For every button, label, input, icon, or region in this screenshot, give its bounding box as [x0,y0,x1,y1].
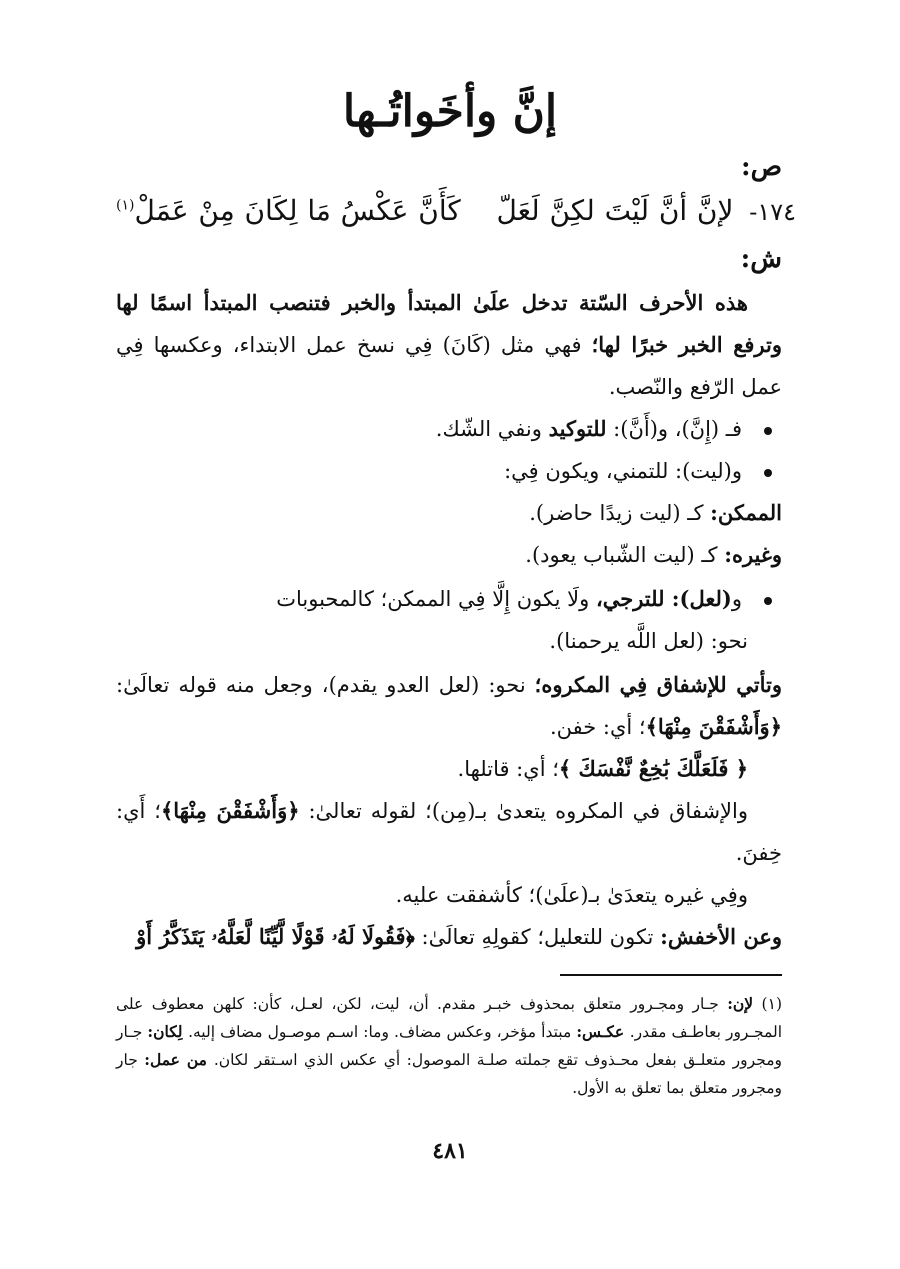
verse-word: لكِنَّ [549,194,595,227]
mumkin-bold: الممكن: [710,500,782,525]
verse-word: لَيْتَ [604,194,650,227]
ishfaq2-text: ؛ أَي: خِفنَ. [116,799,782,865]
ishfaq-rest: ؛ أي: خفن. [549,715,646,739]
bullet-dot [764,597,772,605]
footnote-term: لإن: [727,994,754,1013]
ishfaq-bold: وتأتي للإشفاق فِي المكروه؛ [534,672,782,697]
footnote-term: لِكان: [147,1022,189,1041]
ishfaq2-paragraph [116,790,782,874]
ishfaq-rest: نحو: (لعل العدو يقدم)، وجعل منه قوله تعالَىٰ: [116,673,535,697]
quran-quote: ﴿وَأَشْفَقْنَ مِنْهَا﴾ [645,714,782,739]
intro-rest: فهي مثل (كَانَ) فِي نسخ عمل الابتداء، وعكسها فِي عمل الرّفع والنّصب. [116,333,782,399]
footnote-text: جـار ومجـرور متعلق بمحذوف خبـر مقدم. أن، ليت، لكن، لعـل، كأن: كلهن معطوف على المجـرور بعاطـف مقدر. [116,995,783,1041]
ghayrih-line: وفِي غيره يتعدَىٰ بـ(علَىٰ)؛ كأشفقت عليه. [395,883,748,907]
footnote-number: (١) [761,995,782,1013]
verse-word: لِكَانَ [244,194,298,227]
fala-line [458,748,748,790]
bullet-laalla [122,578,772,620]
page-number: ٤٨١ [432,1138,468,1164]
bullet-inna [122,408,772,450]
footnote-term: من عمل: [144,1050,214,1069]
verse-word: لإنَّ [696,194,734,227]
verse-word: مِنْ [198,194,235,227]
quran-quote: ﴿وَأَشْفَقْنَ مِنْهَا﴾ [160,798,300,823]
quran-quote: ﴿فَقُولَا لَهُۥ قَوْلًا لَّيِّنًا لَّعَلَّهُۥ يَتَذَكَّرُ أَوْ [136,924,415,949]
footnote [116,990,782,1102]
intro-bold: هذه الأحرف السّتة تدخل علَىٰ المبتدأ والخبر فتنصب المبتدأ اسمًا لها وترفع الخبر خبرًا لها؛ [116,290,782,357]
intro-paragraph [116,282,782,408]
bullet-bold: (لعل): للترجي، [595,586,732,611]
bullet-bold: للتوكيد [548,416,607,441]
bullet-text: ونفي الشّك. [435,417,549,441]
bullet-text: فـ (إِنَّ)، و(أَنَّ): [606,417,742,441]
bullet-dot [764,427,772,435]
footnote-reference: (١) [116,197,135,214]
sad-label: ص: [740,152,782,182]
quran-quote: ﴿ فَلَعَلَّكَ بَٰخِعٌ نَّفْسَكَ ﴾ [558,756,748,781]
laalla-example: نحو: (لعل اللَّه يرحمنا). [549,629,748,653]
bullet-dot [764,469,772,477]
verse-word: عَكْسُ [340,194,409,227]
bullet-text: و [731,587,742,611]
verse-word: أنَّ [658,194,688,227]
verse-word-last [116,194,189,227]
bullet-layta [122,450,772,492]
ghayruh-bold: وغيره: [724,542,782,567]
verse-word: لَعَلّ [496,194,540,227]
fala-rest: ؛ أي: قاتلها. [457,757,559,781]
akhfash-line [136,916,782,958]
chapter-title: إنَّ وأخَواتُـها [342,86,558,137]
footnote-separator [560,974,782,976]
mumkin-rest: كـ (ليت زيدًا حاضر). [529,501,711,525]
footnote-term: عكـس: [576,1022,630,1041]
akhfash-rest: تكون للتعليل؛ كقولِهِ تعالَىٰ: [414,925,661,949]
footnote-text: جار ومجرور متعلق بما تعلق به الأول. [116,1051,782,1097]
verse-last-word: عَمَلْ [134,194,189,227]
verse-number: ١٧٤- [749,198,796,226]
ishfaq-paragraph [116,664,782,748]
sharh-label: ش: [740,244,782,274]
poem-verse [116,194,796,227]
bullet-text: و(ليت): للتمني، ويكون فِي: [504,459,742,483]
verse-word: مَا [307,194,331,227]
ghayruh-rest: كـ (ليت الشّباب يعود). [525,543,725,567]
verse-word: كَأَنَّ [418,194,461,227]
footnote-text: جـار ومجرور متعلـق بفعل محـذوف تقع جملته صلـة الموصول: أي عكس الذي اسـتقر لكان. [116,1023,782,1069]
ghayruh-line [525,534,782,576]
ishfaq2-text: والإشفاق في المكروه يتعدىٰ بـ(مِن)؛ لقوله تعالىٰ: [299,799,748,823]
footnote-text: مبتدأ مؤخر، وعكس مضاف. وما: اسـم موصـول مضاف إليه. [188,1023,577,1041]
mumkin-line [529,492,782,534]
bullet-text: ولَا يكون إِلَّا فِي الممكن؛ كالمحبوبات [276,587,596,611]
akhfash-bold: وعن الأخفش: [660,924,782,949]
